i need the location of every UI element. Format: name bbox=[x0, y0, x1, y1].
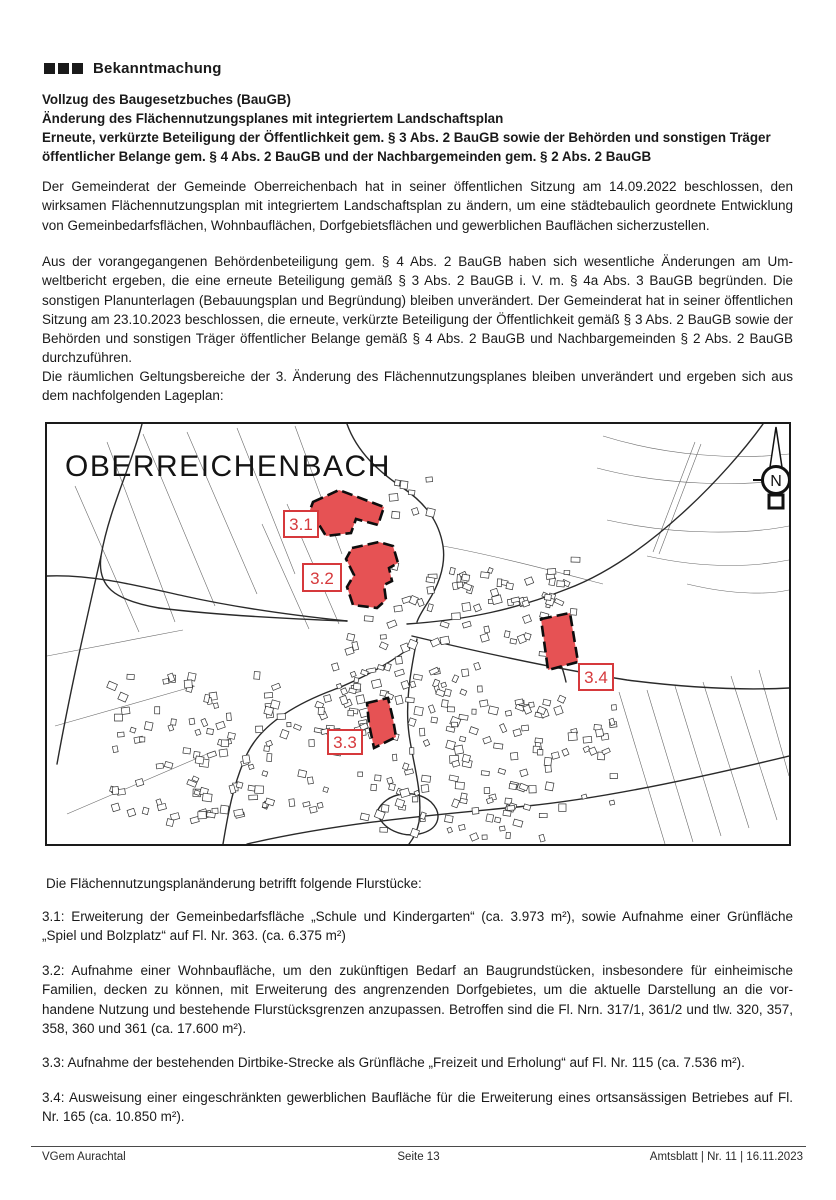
area-3-4-highlight bbox=[541, 613, 578, 670]
paragraph-lageplan-intro: Die räumlichen Geltungsbereiche der 3. Änderung des Flächennutzungsplanes bleiben unverändert und ergeben sich aus dem nachfolgenden Lageplan: bbox=[42, 369, 793, 404]
area-3-3-highlight bbox=[367, 698, 396, 748]
area-3-1-highlight bbox=[310, 490, 384, 536]
site-plan-map bbox=[45, 422, 791, 846]
north-compass-icon bbox=[753, 427, 789, 508]
section-header bbox=[44, 60, 222, 77]
map-town-label: OBERREICHENBACH bbox=[65, 450, 391, 483]
area-3-2-highlight bbox=[346, 542, 398, 608]
footer-page-number: Seite 13 bbox=[397, 1151, 440, 1163]
footer-issue-info: Amtsblatt | Nr. 11 | 16.11.2023 bbox=[649, 1151, 803, 1163]
footer-authority: VGem Aurachtal bbox=[42, 1151, 126, 1163]
flurstueck-item-3-4: 3.4: Ausweisung einer eingeschränkten gewerblichen Baufläche für die Erweiterung eines ortsansässigen Betriebes auf Fl. Nr. 165 (ca. 10.850 m²). bbox=[42, 1090, 793, 1125]
site-plan-svg bbox=[47, 424, 789, 844]
header-squares-icon bbox=[44, 63, 83, 74]
section-title: Bekanntmachung bbox=[93, 60, 222, 77]
subject-line-2: Änderung des Flächennutzungsplanes mit integriertem Landschaftsplan bbox=[42, 111, 504, 126]
map-background-decor bbox=[47, 424, 789, 844]
area-3-4-label bbox=[579, 664, 613, 690]
paragraph-participation: Aus der vorangegangenen Behördenbeteiligung gem. § 4 Abs. 2 BauGB haben sich wesentliche Änderungen am Umweltbericht ergeben, die eine erneute Beteiligung gemäß § 3 Abs. 2 BauGB i. V. m. § 4a Abs. 3 BauGB begründen. Die sonstigen Planunterlagen (Bebauungsplan und Begründung) bleiben unverändert. Der Gemeinderat hat in seiner öffentlichen Sitzung am 23.10.2023 beschlossen, die erneute, verkürzte Beteiligung der Öffentlichkeit gemäß § 3 Abs. 2 BauGB sowie der Behörden und sonstigen Träger öffentlicher Belange gemäß § 4 Abs. 2 BauGB und Nachbargemeinden § 2 Abs. 2 BauGB durchzuführen. bbox=[42, 254, 793, 366]
flurstueck-item-3-2: 3.2: Aufnahme einer Wohnbaufläche, um den zukünftigen Bedarf an Baugrundstücken, insbesondere für einheimische Familien, decken zu können, mit Erweiterung des angrenzenden Dorfgebietes, um die aktuelle Darstellung an die vorhandene Nutzung und bestehende Flurstücksgrenzen anzupassen. Betroffen sind die Fl. Nrn. 317/1, 361/2 und tlw. 320, 357, 358, 360 und 361 (ca. 17.600 m²). bbox=[42, 963, 793, 1036]
svg-text:3.1: 3.1 bbox=[289, 515, 313, 534]
flurstueck-item-3-3: 3.3: Aufnahme der bestehenden Dirtbike-Strecke als Grünfläche „Freizeit und Erholung“ auf Fl. Nr. 115 (ca. 7.536 m²). bbox=[42, 1055, 745, 1070]
svg-text:3.2: 3.2 bbox=[310, 569, 334, 588]
subject-line-3: Erneute, verkürzte Beteiligung der Öffentlichkeit gem. § 3 Abs. 2 BauGB sowie der Behörden und sonstigen Träger öffentlicher Belange gem. § 4 Abs. 2 BauGB und der Nachbargemeinden gem. § 2 Abs. 2 BauGB bbox=[42, 130, 771, 164]
area-3-2-label bbox=[303, 564, 341, 591]
area-3-3-label bbox=[328, 730, 362, 754]
flurstuecke-intro: Die Flächennutzungsplanänderung betrifft folgende Flurstücke: bbox=[46, 876, 422, 891]
compass-n-label: N bbox=[770, 473, 782, 490]
footer-divider bbox=[31, 1146, 806, 1147]
svg-text:3.3: 3.3 bbox=[333, 733, 357, 752]
area-3-1-label bbox=[284, 511, 318, 537]
paragraph-council-decision: Der Gemeinderat der Gemeinde Oberreichenbach hat in seiner öffentlichen Sitzung am 14.09.2022 beschlossen, den wirksamen Flächennutzungsplan mit integriertem Landschaftsplan zu ändern, um eine städtebaulich geordnete Entwicklung von Gemeinbedarfsflächen, Wohnbauflächen, Dorfgebietsflächen und gewerblichen Bauflächen sicherzustellen. bbox=[42, 179, 793, 233]
svg-text:3.4: 3.4 bbox=[584, 668, 608, 687]
subject-line-1: Vollzug des Baugesetzbuches (BauGB) bbox=[42, 92, 292, 107]
subject-block bbox=[42, 90, 798, 166]
flurstueck-item-3-1: 3.1: Erweiterung der Gemeinbedarfsfläche „Schule und Kindergarten“ (ca. 3.973 m²), sowie Aufnahme einer Grünfläche „Spiel und Bolzplatz“ auf Fl. Nr. 363. (ca. 6.375 m²) bbox=[42, 909, 793, 944]
